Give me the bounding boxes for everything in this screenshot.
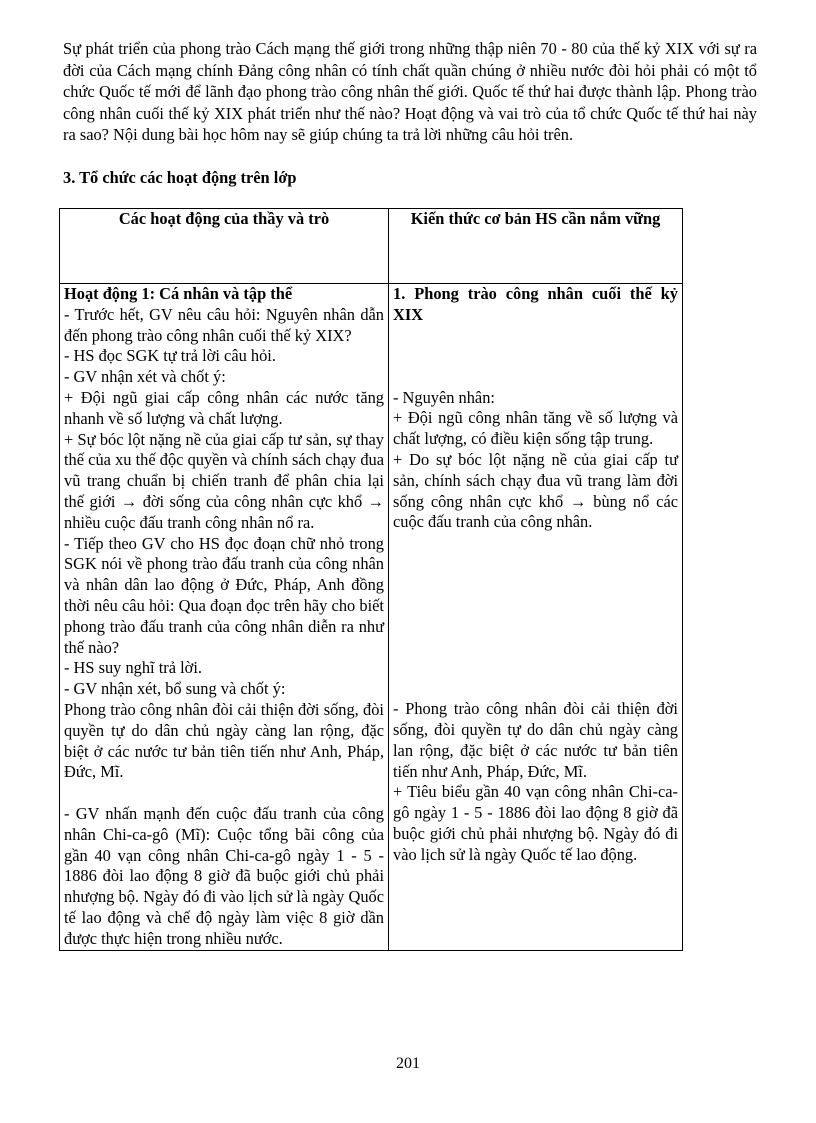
lesson-table	[59, 208, 683, 951]
activity-step: - HS suy nghĩ trả lời.	[64, 658, 202, 678]
activity-title: Hoạt động 1: Cá nhân và tập thể	[64, 284, 293, 303]
header-right: Kiến thức cơ bản HS cần nắm vững	[389, 209, 683, 284]
activity-step: - Trước hết, GV nêu câu hỏi: Nguyên nhân dẫn đến phong trào công nhân cuối thế kỷ XIX?	[64, 304, 384, 345]
knowledge-point: + Tiêu biểu gần 40 vạn công nhân Chi-ca-gô ngày 1 - 5 - 1886 đòi lao động 8 giờ đã buộc giới chủ phải nhượng bộ. Ngày đó đi vào lịch sử là ngày Quốc tế lao động.	[393, 782, 678, 864]
knowledge-point: + Đội ngũ công nhân tăng về số lượng và chất lượng, có điều kiện sống tập trung.	[393, 408, 678, 449]
activity-step: - GV nhận xét, bổ sung và chốt ý:	[64, 679, 286, 699]
spacer	[393, 533, 678, 699]
knowledge-section-title: 1. Phong trào công nhân cuối thế kỷ XIX	[393, 284, 678, 324]
knowledge-cell	[389, 284, 683, 951]
activity-step: - Tiếp theo GV cho HS đọc đoạn chữ nhỏ trong SGK nói về phong trào đấu tranh của công nhân và nhân dân lao động ở Đức, Pháp, Anh đồng thời nêu câu hỏi: Qua đoạn đọc trên hãy cho biết phong trào đấu tranh của công nhân diễn ra như thế nào?	[64, 533, 384, 657]
spacer	[64, 783, 384, 804]
activities-cell	[60, 284, 389, 951]
section-heading: 3. Tổ chức các hoạt động trên lớp	[63, 168, 297, 187]
activity-step: - HS đọc SGK tự trả lời câu hỏi.	[64, 346, 276, 366]
activity-step: Phong trào công nhân đòi cải thiện đời sống, đòi quyền tự do dân chủ ngày càng lan rộng, đặc biệt ở các nước tư bản tiên tiến như Anh, Pháp, Đức, Mĩ.	[64, 699, 384, 782]
activity-step: + Đội ngũ giai cấp công nhân các nước tăng nhanh về số lượng và chất lượng.	[64, 387, 384, 428]
spacer	[393, 326, 678, 388]
activity-step: - GV nhận xét và chốt ý:	[64, 367, 226, 387]
table-header-row	[60, 209, 683, 284]
page-number: 201	[396, 1055, 420, 1072]
header-left: Các hoạt động của thầy và trò	[60, 209, 389, 284]
intro-paragraph: Sự phát triển của phong trào Cách mạng thế giới trong những thập niên 70 - 80 của thế kỷ XIX với sự ra đời của Cách mạng chính Đảng công nhân có tính chất quần chúng ở nhiều nước đòi hỏi phải có một tổ chức Quốc tế mới để lãnh đạo phong trào công nhân thế giới. Quốc tế thứ hai được thành lập. Phong trào công nhân cuối thế kỷ XIX phát triển như thế nào? Hoạt động và vai trò của tổ chức Quốc tế thứ hai này ra sao? Nội dung bài học hôm nay sẽ giúp chúng ta trả lời những câu hỏi trên.	[63, 39, 757, 144]
activity-step: + Sự bóc lột nặng nề của giai cấp tư sản, sự thay thế của xu thế độc quyền và chính sách chạy đua vũ trang chuẩn bị chiến tranh để phân chia lại thế giới → đời sống của công nhân cực khổ → nhiều cuộc đấu tranh công nhân nổ ra.	[64, 429, 384, 532]
knowledge-point: - Nguyên nhân:	[393, 387, 495, 407]
knowledge-point: + Do sự bóc lột nặng nề của giai cấp tư sản, chính sách chạy đua vũ trang làm đời sống công nhân cực khổ → bùng nổ các cuộc đấu tranh của công nhân.	[393, 449, 678, 532]
table-body-row	[60, 284, 683, 951]
activity-step: - GV nhấn mạnh đến cuộc đấu tranh của công nhân Chi-ca-gô (Mĩ): Cuộc tổng bãi công của gần 40 vạn công nhân Chi-ca-gô ngày 1 - 5 - 1886 đòi lao động 8 giờ đã buộc giới chủ phải nhượng bộ. Ngày đó đi vào lịch sử là ngày Quốc tế lao động và chế độ ngày làm việc 8 giờ dần được thực hiện trong nhiều nước.	[64, 803, 384, 948]
knowledge-point: - Phong trào công nhân đòi cải thiện đời sống, đòi quyền tự do dân chủ ngày càng lan rộng, đặc biệt ở các nước tư bản tiên tiến như Anh, Pháp, Đức, Mĩ.	[393, 699, 678, 781]
